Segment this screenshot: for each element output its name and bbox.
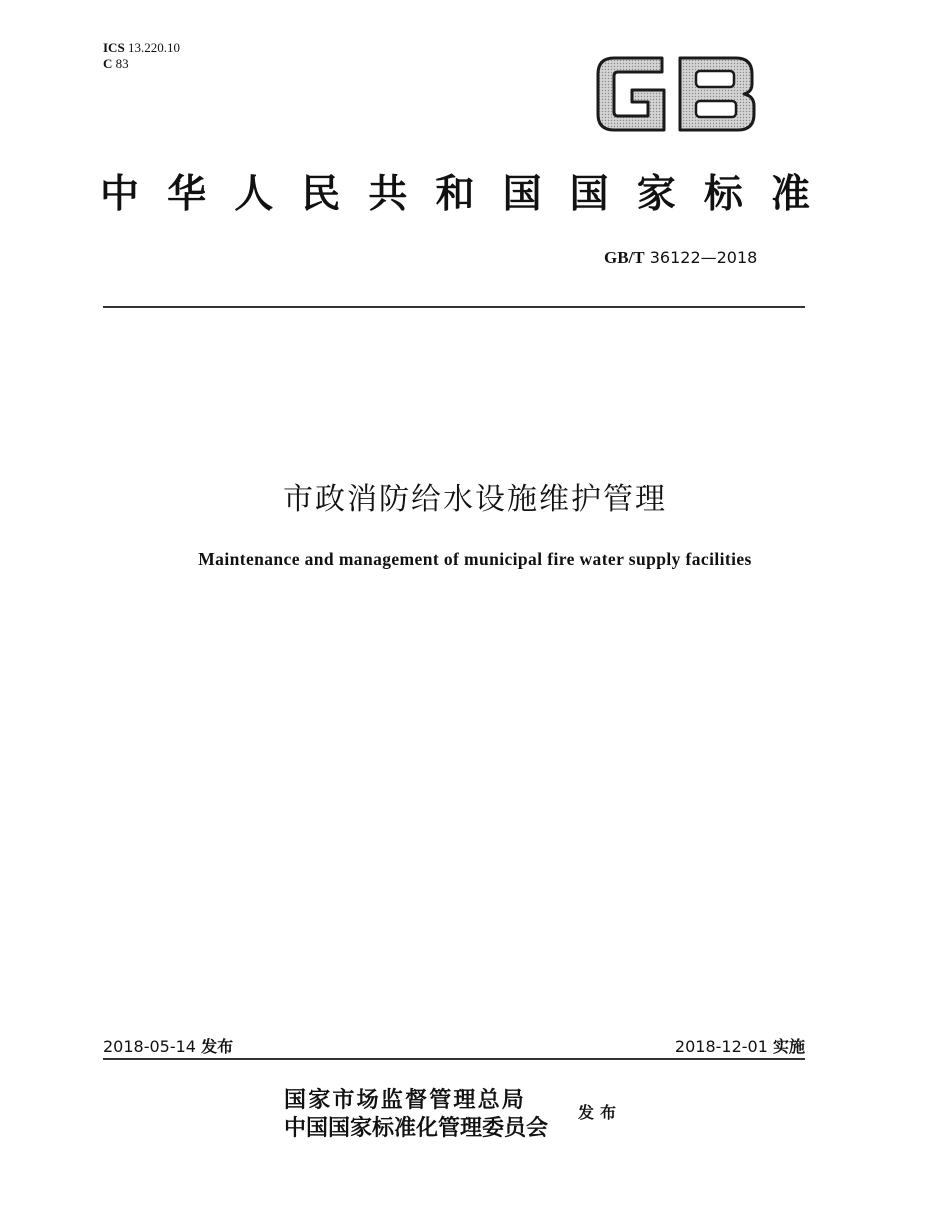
ics-code bbox=[103, 40, 180, 56]
ics-label: ICS bbox=[103, 40, 125, 55]
national-title-char: 民 bbox=[301, 171, 341, 217]
bottom-divider bbox=[103, 1058, 805, 1060]
publication-date-value: 2018-05-14 bbox=[103, 1037, 196, 1056]
national-title-char: 国 bbox=[569, 171, 609, 217]
publication-word: 发布 bbox=[201, 1037, 234, 1056]
ics-value: 13.220.10 bbox=[127, 40, 180, 55]
national-title-char: 家 bbox=[636, 171, 676, 217]
effective-date bbox=[675, 1034, 805, 1057]
national-title-char: 准 bbox=[770, 171, 810, 217]
ccs-code bbox=[103, 56, 180, 72]
gb-logo-icon bbox=[592, 50, 760, 138]
ccs-label: C bbox=[103, 56, 113, 71]
top-divider bbox=[103, 306, 805, 308]
national-title-char: 国 bbox=[502, 171, 542, 217]
national-title-char: 共 bbox=[368, 171, 408, 217]
issuer-line-2: 中国国家标准化管理委员会 bbox=[284, 1115, 549, 1141]
national-title-char: 中 bbox=[100, 171, 140, 217]
national-title-char: 标 bbox=[703, 171, 743, 217]
national-title-char: 人 bbox=[234, 171, 274, 217]
standard-prefix: GB/T bbox=[604, 248, 645, 267]
issue-word: 发布 bbox=[578, 1103, 623, 1122]
issuing-authorities bbox=[284, 1086, 548, 1142]
title-english: Maintenance and management of municipal fire water supply facilities bbox=[198, 549, 752, 569]
standard-number bbox=[604, 248, 757, 268]
issuer-line-1: 国家市场监督管理总局 bbox=[284, 1087, 527, 1113]
effective-word: 实施 bbox=[772, 1037, 805, 1056]
title-chinese: 市政消防给水设施维护管理 bbox=[283, 482, 667, 517]
effective-date-value: 2018-12-01 bbox=[674, 1037, 768, 1056]
publication-date bbox=[103, 1034, 233, 1057]
national-title-char: 华 bbox=[167, 171, 207, 217]
standard-code: 36122—2018 bbox=[649, 248, 758, 267]
national-standard-title bbox=[100, 166, 810, 216]
ccs-value: 83 bbox=[115, 56, 129, 71]
classification-block bbox=[103, 40, 180, 72]
national-title-char: 和 bbox=[435, 171, 475, 217]
